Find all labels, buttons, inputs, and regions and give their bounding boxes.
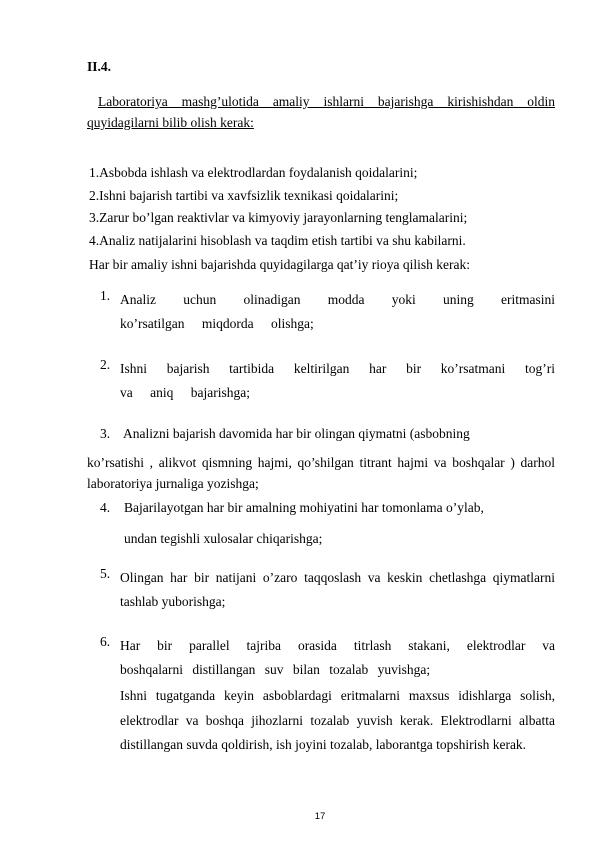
page-number: 17	[314, 811, 326, 822]
rule-text: Bajarilayotgan har bir amalning mohiyatini har tomonlama o’ylab,	[124, 500, 484, 515]
rule-item-2	[100, 357, 555, 405]
rule-number: 5.	[100, 566, 111, 581]
rule-number: 1.	[100, 288, 111, 303]
rule-4-continuation: undan tegishli xulosalar chiqarishga;	[124, 531, 323, 546]
rule-number: 3.	[100, 426, 111, 441]
rule-item-6	[100, 634, 555, 682]
knowledge-item: 1.Asbobda ishlash va elektrodlardan foydalanish qoidalarini;	[89, 165, 418, 180]
rule-number: 4.	[100, 500, 111, 515]
intro-line-1: Laboratoriya mashg’ulotida amaliy ishlarni bajarishga kirishishdan oldin	[98, 94, 555, 109]
rule-3-continuation: ko’rsatishi , alikvot qismning hajmi, qo’shilgan titrant hajmi va boshqalar ) darhol laboratoriya jurnaliga yozishga;	[87, 455, 555, 491]
section-heading: II.4.	[87, 59, 112, 74]
intro-paragraph	[87, 91, 555, 133]
rule-text: Analizni bajarish davomida har bir olingan qiymatni (asbobning	[123, 426, 470, 441]
rule-item-5	[100, 566, 555, 614]
rule-text: Olingan har bir natijani o’zaro taqqoslash va keskin chetlashga qiymatlarni tashlab yuborishga;	[120, 570, 555, 609]
knowledge-item: 4.Analiz natijalarini hisoblash va taqdim etish tartibi va shu kabilarni.	[89, 232, 466, 248]
rule-text: Ishni bajarish tartibida keltirilgan har bir ko’rsatmani tog’ri va aniq bajarishga;	[120, 361, 555, 400]
knowledge-item: 2.Ishni bajarish tartibi va xavfsizlik texnikasi qoidalarini;	[89, 187, 399, 203]
closing-paragraph: Ishni tugatganda keyin asboblardagi eritmalarni maxsus idishlarga solish, elektrodlar va boshqa jihozlarni tozalab yuvish kerak. Elektrodlarni albatta distillangan suvda qoldirish, ish joyini tozalab, laborantga topshirish kerak.	[120, 688, 555, 752]
rule-item-3	[100, 426, 555, 442]
rule-item-4	[100, 500, 555, 516]
rule-number: 2.	[100, 357, 111, 372]
rules-intro: Har bir amaliy ishni bajarishda quyidagilarga qat’iy rioya qilish kerak:	[89, 257, 471, 272]
rule-number: 6.	[100, 634, 111, 649]
knowledge-list	[89, 162, 467, 252]
intro-line-2: quyidagilarni bilib olish kerak:	[87, 115, 254, 130]
rule-text: Analiz uchun olinadigan modda yoki uning eritmasini ko’rsatilgan miqdorda olishga;	[120, 292, 555, 331]
rule-item-1	[100, 288, 555, 336]
rule-text: Har bir parallel tajriba orasida titrlash stakani, elektrodlar va boshqalarni distillangan suv bilan tozalab yuvishga;	[120, 638, 555, 677]
knowledge-item: 3.Zarur bo’lgan reaktivlar va kimyoviy jarayonlarning tenglamalarini;	[89, 210, 468, 225]
